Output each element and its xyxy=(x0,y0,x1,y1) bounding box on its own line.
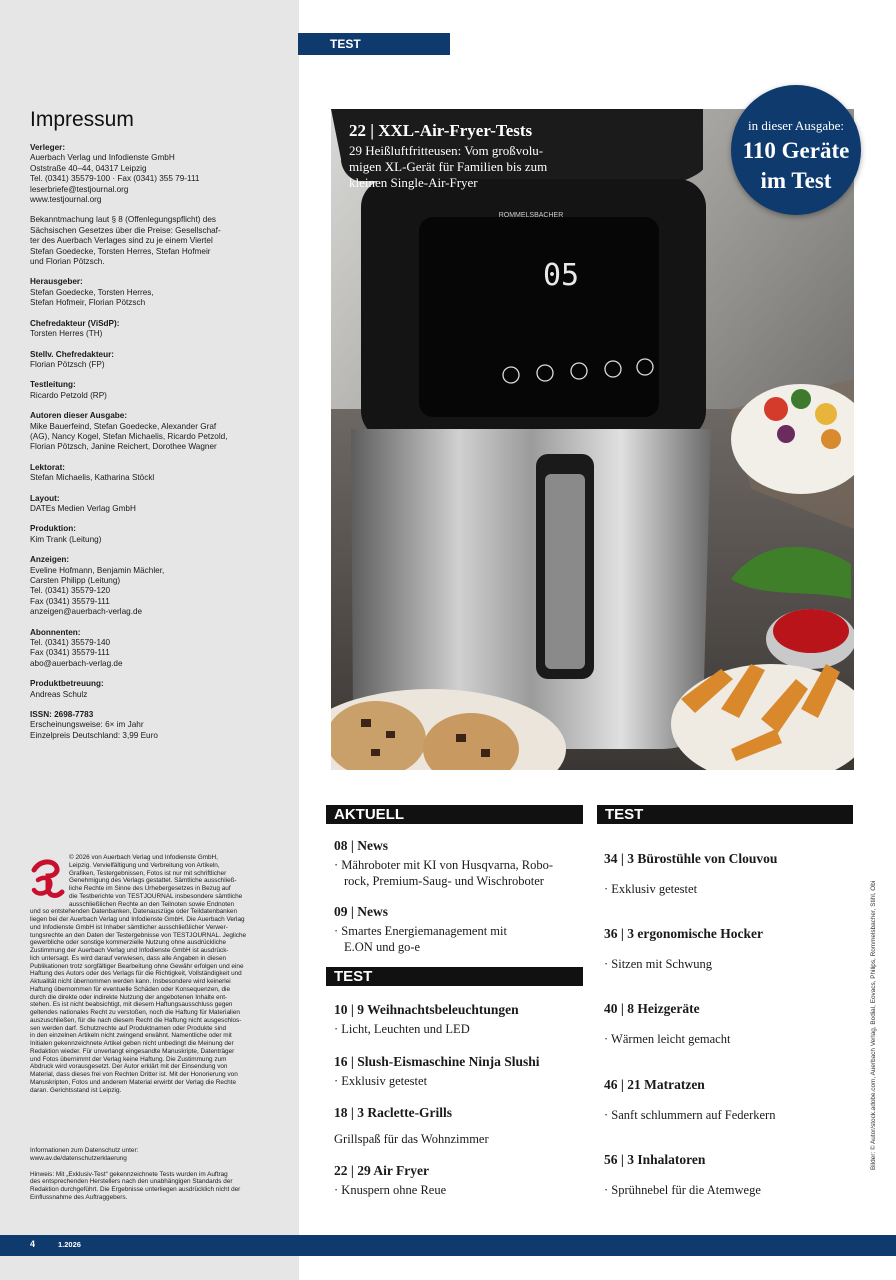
badge-line3: im Test xyxy=(760,168,832,193)
legal-line: Initialen gekennzeichnete Artikel geben nicht unbedingt die Meinung der xyxy=(30,1040,234,1047)
section-header-aktuell: AKTUELL xyxy=(326,805,583,824)
impressum-heading: Chefredakteur (ViSdP): xyxy=(30,318,120,328)
impressum-heading: Produktion: xyxy=(30,524,76,534)
impressum-heading: Layout: xyxy=(30,493,60,503)
impressum-heading: Anzeigen: xyxy=(30,555,70,565)
note-line: Hinweis: Mit „Exklusiv-Test“ gekennzeichnete Tests wurden im Auftrag xyxy=(30,1170,228,1178)
toc-entry-title: 56 | 3 Inhalatoren xyxy=(604,1152,706,1167)
hero-subtitle: 29 Heißluftfritteusen: Vom großvolu- migen XL-Gerät für Familien bis zum kleinen Single-Air-Fryer xyxy=(349,143,548,190)
impressum-block xyxy=(30,215,285,267)
toc-entry[interactable] xyxy=(604,1152,761,1198)
impressum-line: und Florian Pötzsch. xyxy=(30,257,105,267)
impressum-line: Sächsischen Gesetzes über die Preise: Gesellschaf- xyxy=(30,225,221,235)
toc-entry-title: 34 | 3 Bürostühle von Clouvou xyxy=(604,851,778,866)
toc-entry[interactable] xyxy=(604,926,763,972)
legal-line: ausschließlichen Rechte an den Teilnoten sowie Endnoten xyxy=(69,900,235,908)
impressum-line: Stefan Goedecke, Torsten Herres, xyxy=(30,287,154,297)
toc-entry-description: Grillspaß für das Wohnzimmer xyxy=(334,1132,489,1146)
impressum-heading: Testleitung: xyxy=(30,380,76,390)
legal-line: liegen bei der Auerbach Verlag und Infodienste GmbH. Die Auerbach Verlag xyxy=(30,916,245,923)
legal-line: durch die direkte oder indirekte Nutzung der angebotenen Inhalte ent- xyxy=(30,993,228,1001)
impressum-line: Erscheinungsweise: 6× im Jahr xyxy=(30,720,144,730)
fryer-display: 05 xyxy=(542,258,580,293)
toc-entry-description: · Smartes Energiemanagement mit E.ON und go-e xyxy=(334,924,507,954)
impressum-block xyxy=(30,380,285,401)
legal-line: daran. Gerichtsstand ist Leipzig. xyxy=(30,1086,122,1094)
impressum-line: Tel. (0341) 35579-100 · Fax (0341) 355 79-111 xyxy=(30,174,200,184)
impressum-line: Florian Pötzsch (FP) xyxy=(30,359,105,369)
legal-line: Zustimmung der Auerbach Verlag und Infodienste GmbH ist ausdrück- xyxy=(30,947,229,954)
impressum-heading: Autoren dieser Ausgabe: xyxy=(30,411,128,421)
toc-entry-description: · Wärmen leicht gemacht xyxy=(604,1032,731,1046)
section-header-test-right: TEST xyxy=(597,805,853,824)
impressum-block xyxy=(30,277,285,308)
legal-notice xyxy=(30,854,286,1094)
impressum-line: Oststraße 40–44, 04317 Leipzig xyxy=(30,163,147,173)
toc-entry-description: · Sitzen mit Schwung xyxy=(604,957,712,971)
toc-entry[interactable] xyxy=(334,1002,519,1037)
impressum-line: Fax (0341) 35579-111 xyxy=(30,648,110,658)
toc-entry-title: 36 | 3 ergonomische Hocker xyxy=(604,926,763,941)
impressum-line: Ricardo Petzold (RP) xyxy=(30,390,107,400)
impressum-block xyxy=(30,463,285,484)
page-number: 4 xyxy=(30,1239,36,1249)
legal-line: gewerbliche oder sonstige kommerzielle Nutzung ohne ausdrückliche xyxy=(30,939,227,947)
issue-badge xyxy=(731,85,861,215)
impressum-block xyxy=(30,679,285,700)
toc-entry-title: 16 | Slush-Eismaschine Ninja Slushi xyxy=(334,1054,540,1069)
footer-bar xyxy=(0,1235,896,1256)
impressum-heading: Abonnenten: xyxy=(30,627,81,637)
legal-line: und so entstehenden Datenbanken, Datenauszüge oder Teildatenbanken xyxy=(30,908,238,916)
impressum-heading: Verleger: xyxy=(30,143,66,152)
legal-line: tungsrechte an den Daten der Testergebnisse von TESTJOURNAL. Jegliche xyxy=(30,931,247,939)
legal-line: Redaktion wieder. Für unverlangt eingesandte Manuskripte, Datenträger xyxy=(30,1047,235,1055)
note-line: des entsprechenden Herstellers nach den unabhängigen Standards der xyxy=(30,1178,233,1186)
impressum-heading: ISSN: 2698-7783 xyxy=(30,710,94,720)
legal-line: und Infodienste GmbH ist Inhaber sämtlicher ausschließlicher Verwer- xyxy=(30,923,228,931)
hero-title: 22 | XXL-Air-Fryer-Tests xyxy=(349,121,533,140)
legal-line: in den einzelnen Artikeln nicht zwingend erwähnt. Namentliche oder mit xyxy=(30,1032,232,1040)
impressum-notes xyxy=(30,1147,286,1202)
impressum-sidebar xyxy=(0,0,299,1280)
toc-entry-title: 22 | 29 Air Fryer xyxy=(334,1163,429,1178)
impressum-line: Carsten Philipp (Leitung) xyxy=(30,576,121,585)
legal-line: die Testberichte von TESTJOURNAL insbesondere sämtliche xyxy=(69,892,243,900)
note-line: Einflussnahme des Auftraggebers. xyxy=(30,1193,128,1201)
hero-caption xyxy=(349,121,547,191)
toc-entry-title: 10 | 9 Weihnachtsbeleuchtungen xyxy=(334,1002,519,1017)
impressum-line: Bekanntmachung laut § 8 (Offenlegungspflicht) des xyxy=(30,215,217,225)
toc-entry-description: · Sanft schlummern auf Federkern xyxy=(604,1108,776,1122)
toc-entry-description: · Licht, Leuchten und LED xyxy=(334,1022,470,1036)
impressum-heading: Produktbetreuung: xyxy=(30,679,104,689)
impressum-heading: Herausgeber: xyxy=(30,277,83,287)
section-header-test: TEST xyxy=(326,967,583,986)
legal-line: Aktualität nicht übernommen werden kann. Insbesondere wird keinerlei xyxy=(30,978,231,985)
impressum-line: Kim Trank (Leitung) xyxy=(30,534,102,544)
toc-entry[interactable] xyxy=(334,838,553,889)
impressum-line[interactable]: abo@auerbach-verlag.de xyxy=(30,658,123,668)
legal-line: Genehmigung des Verlags gestattet. Sämtliche ausschließ- xyxy=(69,877,237,885)
impressum-title: Impressum xyxy=(30,108,134,131)
issue-number: 1.2026 xyxy=(58,1240,81,1249)
impressum-blocks xyxy=(30,143,285,751)
badge-line1: in dieser Ausgabe: xyxy=(747,118,845,133)
toc-entry[interactable] xyxy=(604,1001,730,1047)
legal-line: auszuschließen, für die nach diesem Recht die Haftung nicht ausgeschlos- xyxy=(30,1016,242,1024)
impressum-heading: Stellv. Chefredakteur: xyxy=(30,349,115,359)
legal-line: lich untersagt. Es wird darauf verwiesen, dass alle Angaben in diesen xyxy=(30,954,227,962)
legal-line: Grafiken, Testergebnissen, Fotos ist nur mit schriftlicher xyxy=(69,869,227,877)
impressum-block xyxy=(30,555,285,617)
legal-line: Manuskripten, Fotos und anderem Material erwirbt der Verlag die Rechte xyxy=(30,1078,237,1086)
toc-entry-title: 08 | News xyxy=(334,838,388,853)
impressum-block xyxy=(30,143,285,205)
impressum-block xyxy=(30,628,285,670)
toc-entry-title: 18 | 3 Raclette-Grills xyxy=(334,1105,453,1120)
impressum-block xyxy=(30,710,285,741)
impressum-line: Fax (0341) 35579-111 xyxy=(30,596,110,606)
toc-entry[interactable] xyxy=(334,1054,540,1089)
toc-entry-description: · Exklusiv getestet xyxy=(604,882,698,896)
toc-entry-title: 40 | 8 Heizgeräte xyxy=(604,1001,700,1016)
impressum-line: DATEs Medien Verlag GmbH xyxy=(30,503,136,513)
toc-entry[interactable] xyxy=(604,1077,775,1123)
legal-line: © 2026 von Auerbach Verlag und Infodienste GmbH, xyxy=(69,854,218,861)
toc-entry-description: · Sprühnebel für die Atemwege xyxy=(604,1183,761,1197)
impressum-heading: Lektorat: xyxy=(30,462,66,472)
privacy-link[interactable]: www.av.de/datenschutzerklaerung xyxy=(30,1154,127,1162)
toc-entry[interactable] xyxy=(604,851,777,897)
toc-entry-description: · Exklusiv getestet xyxy=(334,1074,428,1088)
toc-entry-title: 46 | 21 Matratzen xyxy=(604,1077,705,1092)
note-line: Redaktion durchgeführt. Die Ergebnisse unterliegen ausdrücklich nicht der xyxy=(30,1186,241,1193)
impressum-line: Andreas Schulz xyxy=(30,689,88,699)
impressum-line: Eveline Hofmann, Benjamin Mächler, xyxy=(30,565,165,575)
toc-entry-description: · Knuspern ohne Reue xyxy=(334,1183,447,1197)
toc-entry-description: · Mähroboter mit KI von Husqvarna, Robo- rock, Premium-Saug- und Wischroboter xyxy=(334,858,554,888)
legal-line: Publikationen trotz sorgfältiger Bearbeitung ohne Gewähr erfolgen und eine xyxy=(30,962,244,970)
toc-entry[interactable] xyxy=(334,1105,489,1147)
impressum-block xyxy=(30,350,285,371)
privacy-line: Informationen zum Datenschutz unter: xyxy=(30,1147,139,1154)
impressum-line: Tel. (0341) 35579-140 xyxy=(30,638,111,648)
impressum-line: (AG), Nancy Kogel, Stefan Michaelis, Ricardo Petzold, xyxy=(30,431,228,441)
legal-line: und Fotos übernimmt der Verlag keine Haftung. Die Zustimmung zum xyxy=(30,1055,227,1063)
legal-line: Abdruck wird vorausgesetzt. Der Autor erklärt mit der Einsendung von xyxy=(30,1063,228,1071)
impressum-line: Stefan Michaelis, Katharina Stöckl xyxy=(30,473,155,483)
toc-entry-title: 09 | News xyxy=(334,904,388,919)
legal-line: stehen. Es ist nicht beabsichtigt, mit diesem Haftungsausschluss gegen xyxy=(30,1001,233,1009)
impressum-line[interactable]: anzeigen@auerbach-verlag.de xyxy=(30,607,143,617)
impressum-line: Auerbach Verlag und Infodienste GmbH xyxy=(30,153,175,163)
impressum-block xyxy=(30,494,285,515)
badge-line2: 110 Geräte xyxy=(742,138,850,163)
legal-line: sen werden darf. Schutzrechte auf Produktnamen oder Produkte sind xyxy=(30,1024,227,1032)
impressum-line: Stefan Goedecke, Torsten Herres, Stefan Hofmeir xyxy=(30,246,211,256)
legal-line: liche Rechte im Sinne des Urhebergesetzes in Bezug auf xyxy=(69,885,231,892)
impressum-block xyxy=(30,524,285,545)
impressum-line: ter des Auerbach Verlages sind zu je einem Viertel xyxy=(30,236,213,246)
impressum-line: Florian Pötzsch, Janine Reichert, Dorothee Wagner xyxy=(30,442,217,452)
impressum-line: Stefan Hofmeir, Florian Pötzsch xyxy=(30,298,146,308)
legal-line: Material, dass dieses frei von Rechten Dritter ist. Mit der Honorierung von xyxy=(30,1071,238,1078)
legal-line: Haftung übernommen für eventuelle Schäden oder Konsequenzen, die xyxy=(30,985,231,993)
legal-line: Haftung des Autors oder des Verlags für die Richtigkeit, Vollständigkeit und xyxy=(30,970,242,978)
impressum-block xyxy=(30,411,285,453)
toc-entry[interactable] xyxy=(334,904,507,955)
impressum-block xyxy=(30,319,285,340)
impressum-line: Tel. (0341) 35579-120 xyxy=(30,586,111,596)
fryer-brand: ROMMELSBACHER xyxy=(498,212,564,219)
impressum-line: Torsten Herres (TH) xyxy=(30,329,103,339)
legal-line: Leipzig. Vervielfältigung und Verbreitung von Artikeln, xyxy=(69,861,220,869)
impressum-line: Mike Bauerfeind, Stefan Goedecke, Alexander Graf xyxy=(30,421,217,431)
impressum-line: Einzelpreis Deutschland: 3,99 Euro xyxy=(30,730,158,740)
image-credits: Bilder: © Autor/stock.adobe.com, Auerbach Verlag, Bodial, Eovacs, Philips, Rommelsbacher, Stihl, Obi xyxy=(870,880,877,1170)
section-tag-test: TEST xyxy=(298,33,450,55)
impressum-line[interactable]: leserbriefe@testjournal.org xyxy=(30,184,129,194)
impressum-line[interactable]: www.testjournal.org xyxy=(30,195,102,205)
toc-entry[interactable] xyxy=(334,1163,446,1198)
legal-line: geltendes nationales Recht zu verstoßen, noch die Haftung für Materialien xyxy=(30,1009,240,1016)
